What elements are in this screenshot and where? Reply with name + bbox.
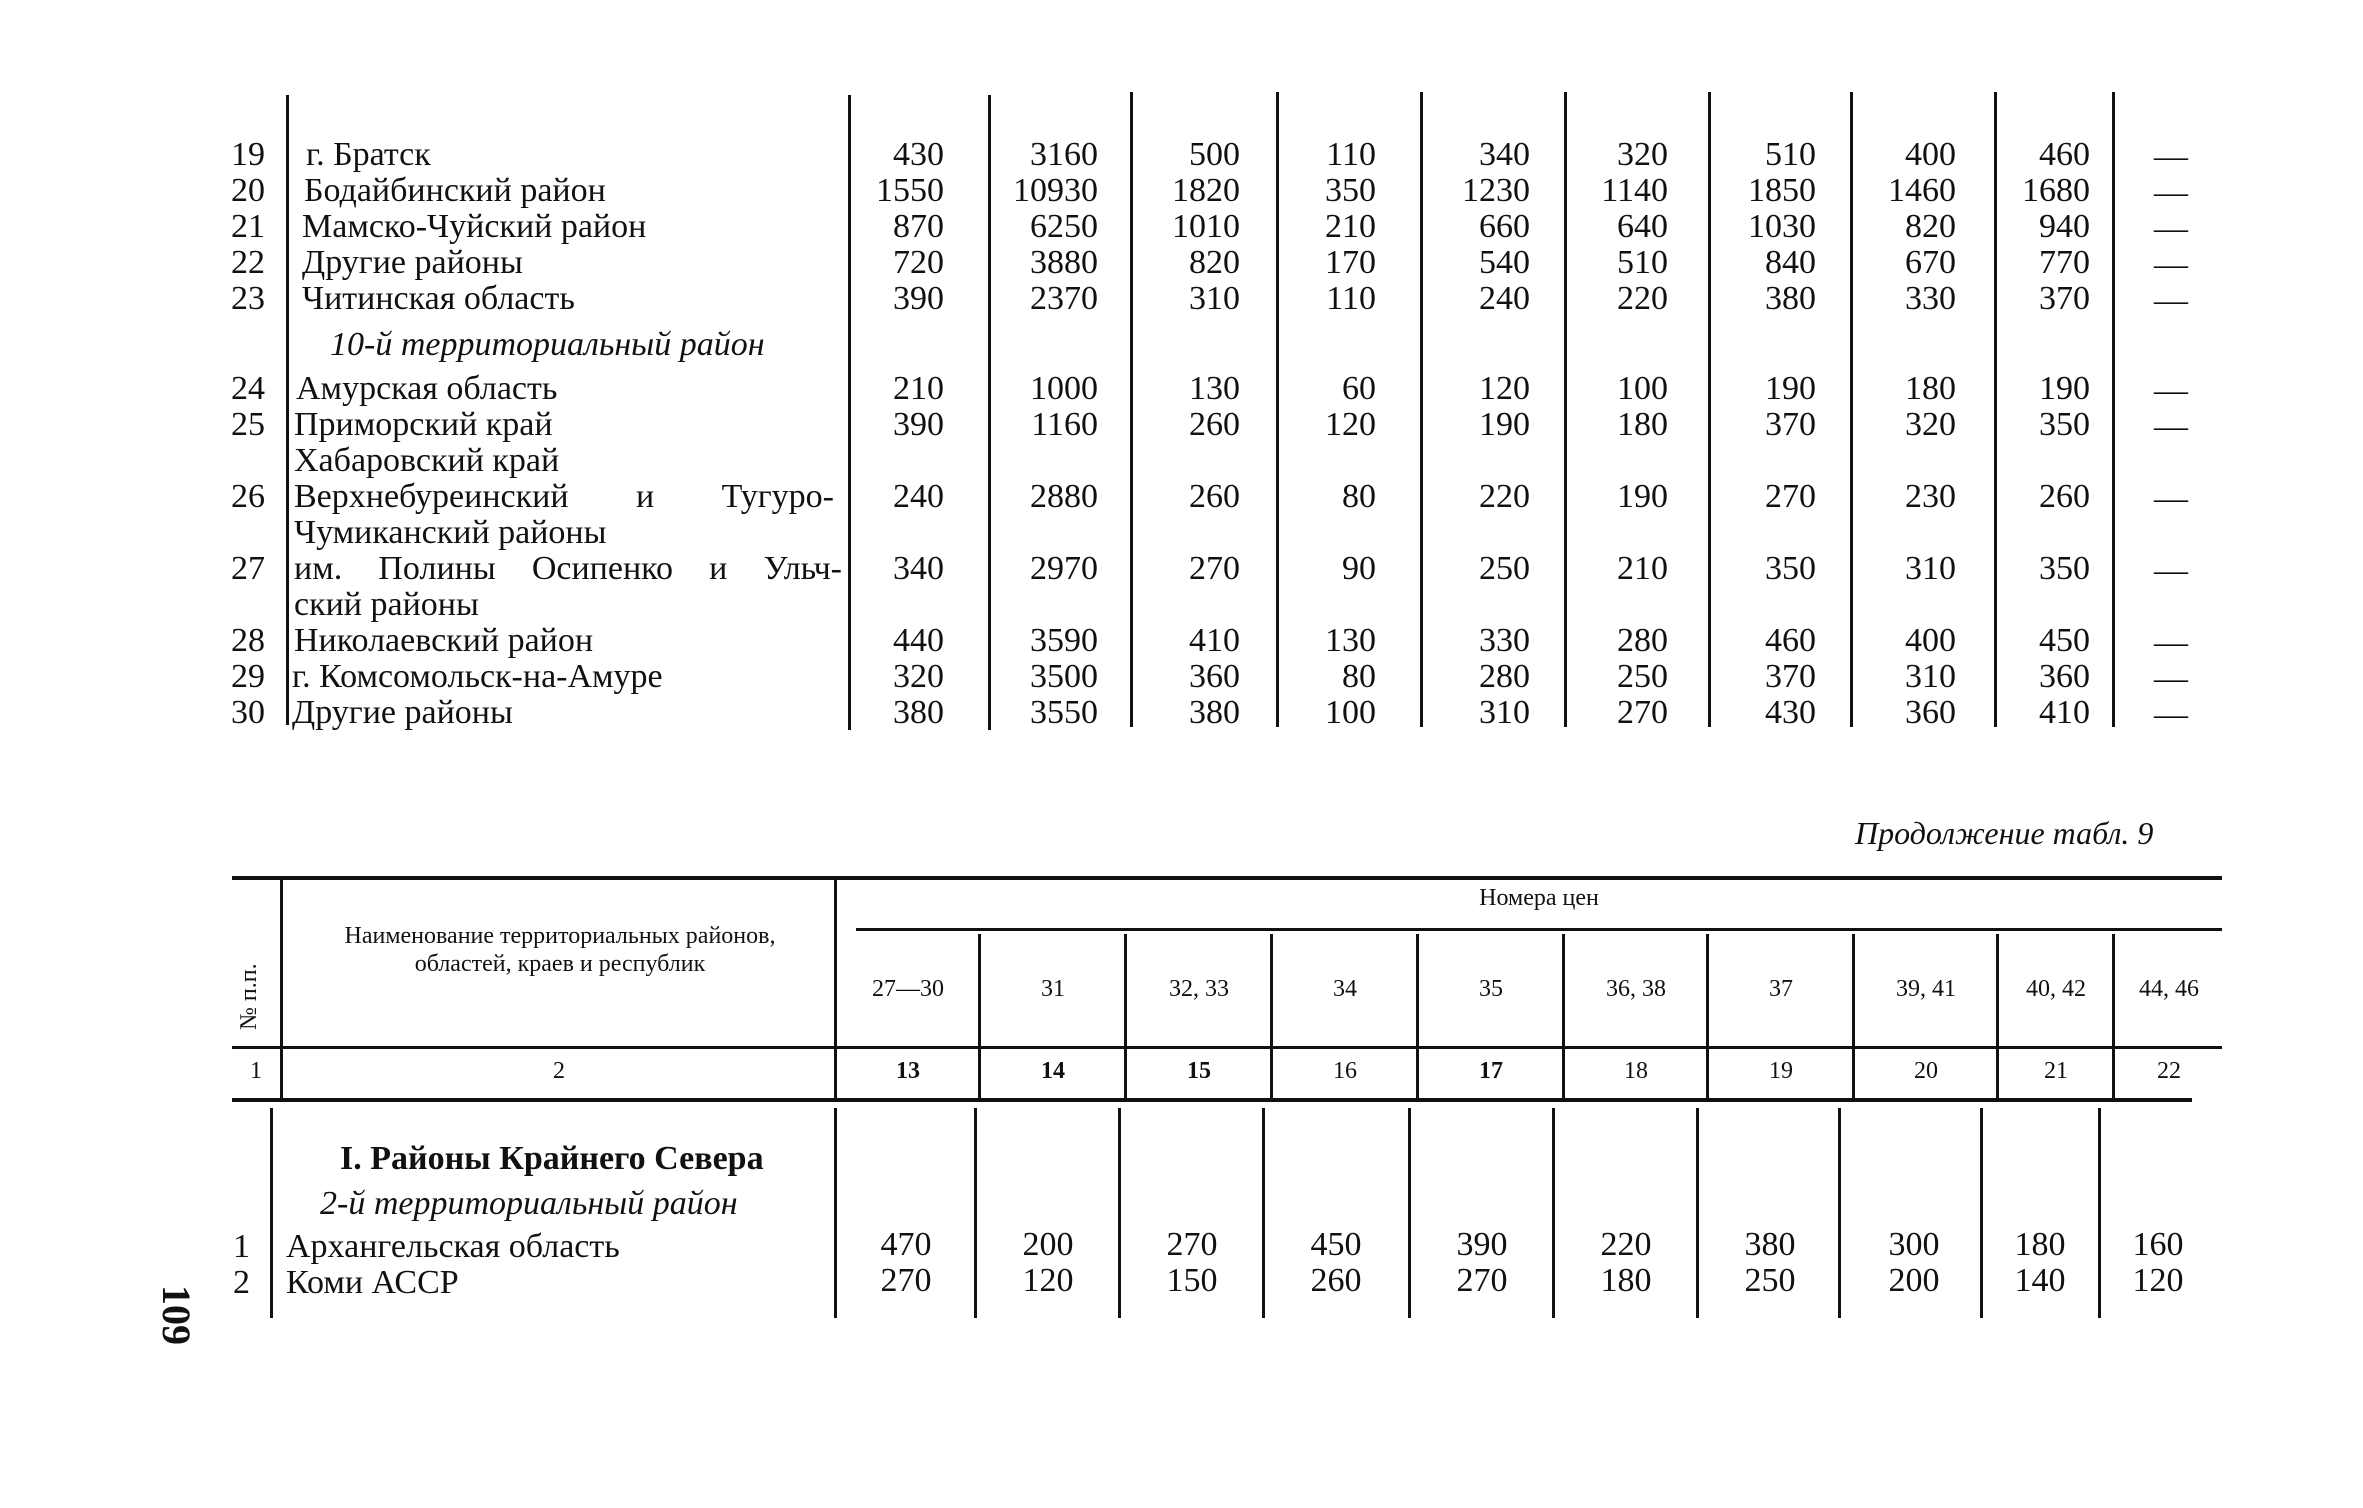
value-cell: 380 — [1189, 694, 1240, 731]
row-number: 19 — [231, 136, 265, 173]
value-cell: 210 — [1617, 550, 1668, 587]
value-cell: 190 — [2039, 370, 2090, 407]
value-cell: 330 — [1905, 280, 1956, 317]
value-cell: 510 — [1617, 244, 1668, 281]
value-cell: 400 — [1905, 622, 1956, 659]
column-rule — [1838, 1108, 1841, 1318]
value-cell: 300 — [1888, 1226, 1940, 1263]
value-cell: 360 — [1905, 694, 1956, 731]
value-cell: 160 — [2132, 1226, 2184, 1263]
value-cell: 170 — [1325, 244, 1376, 281]
value-cell: 310 — [1905, 658, 1956, 695]
value-cell: 250 — [1744, 1262, 1796, 1299]
value-cell: 250 — [1479, 550, 1530, 587]
column-rule — [280, 880, 283, 1100]
header-bottom-rule — [232, 1046, 2222, 1049]
value-cell: 3160 — [1030, 136, 1098, 173]
value-cell: 350 — [1325, 172, 1376, 209]
dash-cell: — — [2154, 552, 2188, 589]
column-number: 15 — [1187, 1058, 1211, 1084]
column-rule — [978, 934, 981, 1100]
row-number: 23 — [231, 280, 265, 317]
value-cell: 540 — [1479, 244, 1530, 281]
value-cell: 260 — [1189, 406, 1240, 443]
value-cell: 330 — [1479, 622, 1530, 659]
column-number: 17 — [1479, 1058, 1503, 1084]
value-cell: 270 — [1189, 550, 1240, 587]
value-cell: 310 — [1905, 550, 1956, 587]
value-cell: 1230 — [1462, 172, 1530, 209]
column-rule — [286, 95, 289, 725]
value-cell: 460 — [1765, 622, 1816, 659]
region-name-cont: ский районы — [294, 586, 479, 623]
value-cell: 200 — [1888, 1262, 1940, 1299]
value-cell: 840 — [1765, 244, 1816, 281]
value-cell: 80 — [1342, 478, 1376, 515]
price-column-header: 39, 41 — [1896, 976, 1956, 1002]
section-heading: 10-й территориальный район — [330, 326, 765, 363]
region-name-cont: Чумиканский районы — [294, 514, 607, 551]
column-number: 21 — [2044, 1058, 2068, 1084]
column-rule — [834, 1108, 837, 1318]
value-cell: 360 — [2039, 658, 2090, 695]
column-number: 1 — [250, 1058, 262, 1084]
price-column-header: 44, 46 — [2139, 976, 2199, 1002]
value-cell: 380 — [1744, 1226, 1796, 1263]
region-name: Другие районы — [292, 694, 513, 731]
dash-cell: — — [2154, 282, 2188, 319]
value-cell: 430 — [893, 136, 944, 173]
value-cell: 230 — [1905, 478, 1956, 515]
row-number: 21 — [231, 208, 265, 245]
value-cell: 320 — [1905, 406, 1956, 443]
value-cell: 60 — [1342, 370, 1376, 407]
value-cell: 510 — [1765, 136, 1816, 173]
region-name: Приморский край — [294, 406, 553, 443]
value-cell: 450 — [1310, 1226, 1362, 1263]
value-cell: 220 — [1479, 478, 1530, 515]
column-rule — [974, 1108, 977, 1318]
value-cell: 120 — [2132, 1262, 2184, 1299]
value-cell: 310 — [1479, 694, 1530, 731]
price-column-header: 40, 42 — [2026, 976, 2086, 1002]
value-cell: 2970 — [1030, 550, 1098, 587]
value-cell: 450 — [2039, 622, 2090, 659]
table-top-rule — [232, 876, 2222, 880]
region-name: Коми АССР — [286, 1264, 459, 1301]
region-name: им. Полины Осипенко и Ульч- — [294, 550, 842, 587]
value-cell: 410 — [1189, 622, 1240, 659]
column-rule — [2112, 934, 2115, 1100]
value-cell: 210 — [893, 370, 944, 407]
column-number: 19 — [1769, 1058, 1793, 1084]
column-rule — [1118, 1108, 1121, 1318]
value-cell: 270 — [1765, 478, 1816, 515]
value-cell: 3550 — [1030, 694, 1098, 731]
value-cell: 820 — [1189, 244, 1240, 281]
value-cell: 460 — [2039, 136, 2090, 173]
value-cell: 940 — [2039, 208, 2090, 245]
price-column-header: 31 — [1041, 976, 1065, 1002]
region-group: Хабаровский край — [294, 442, 560, 479]
dash-cell: — — [2154, 246, 2188, 283]
row-number: 20 — [231, 172, 265, 209]
value-cell: 220 — [1617, 280, 1668, 317]
value-cell: 90 — [1342, 550, 1376, 587]
dash-cell: — — [2154, 660, 2188, 697]
value-cell: 270 — [1456, 1262, 1508, 1299]
subsection-title: 2-й территориальный район — [320, 1185, 738, 1222]
row-number: 1 — [233, 1228, 250, 1265]
dash-cell: — — [2154, 480, 2188, 517]
price-column-header: 36, 38 — [1606, 976, 1666, 1002]
value-cell: 1030 — [1748, 208, 1816, 245]
value-cell: 1680 — [2022, 172, 2090, 209]
page-number: 109 — [154, 1285, 199, 1345]
dash-cell: — — [2154, 174, 2188, 211]
value-cell: 3880 — [1030, 244, 1098, 281]
value-cell: 350 — [1765, 550, 1816, 587]
value-cell: 1000 — [1030, 370, 1098, 407]
name-header: Наименование территориальных районов, областей, краев и республик — [344, 923, 776, 977]
region-name: Амурская область — [296, 370, 558, 407]
column-number: 13 — [896, 1058, 920, 1084]
value-cell: 180 — [1600, 1262, 1652, 1299]
value-cell: 180 — [2014, 1226, 2066, 1263]
value-cell: 240 — [893, 478, 944, 515]
column-rule — [2112, 92, 2115, 727]
column-number: 18 — [1624, 1058, 1648, 1084]
value-cell: 1160 — [1031, 406, 1098, 443]
value-cell: 270 — [1617, 694, 1668, 731]
column-rule — [270, 1108, 273, 1318]
value-cell: 440 — [893, 622, 944, 659]
row-number: 2 — [233, 1264, 250, 1301]
value-cell: 120 — [1022, 1262, 1074, 1299]
price-column-header: 34 — [1333, 976, 1357, 1002]
column-number: 22 — [2157, 1058, 2181, 1084]
value-cell: 110 — [1326, 136, 1376, 173]
region-name: Другие районы — [302, 244, 523, 281]
row-number: 24 — [231, 370, 265, 407]
value-cell: 260 — [2039, 478, 2090, 515]
value-cell: 220 — [1600, 1226, 1652, 1263]
value-cell: 100 — [1325, 694, 1376, 731]
value-cell: 370 — [1765, 658, 1816, 695]
dash-cell: — — [2154, 696, 2188, 733]
price-column-header: 27—30 — [872, 976, 944, 1002]
value-cell: 250 — [1617, 658, 1668, 695]
value-cell: 660 — [1479, 208, 1530, 245]
row-number: 26 — [231, 478, 265, 515]
region-name: Николаевский район — [294, 622, 594, 659]
column-rule — [1996, 934, 1999, 1100]
dash-cell: — — [2154, 372, 2188, 409]
value-cell: 340 — [1479, 136, 1530, 173]
value-cell: 140 — [2014, 1262, 2066, 1299]
value-cell: 320 — [893, 658, 944, 695]
row-number: 29 — [231, 658, 265, 695]
column-number: 2 — [553, 1058, 565, 1084]
column-rule — [1706, 934, 1709, 1100]
value-cell: 200 — [1022, 1226, 1074, 1263]
column-rule — [1562, 934, 1565, 1100]
column-rule — [1696, 1108, 1699, 1318]
value-cell: 390 — [893, 280, 944, 317]
value-cell: 80 — [1342, 658, 1376, 695]
value-cell: 360 — [1189, 658, 1240, 695]
region-name: г. Комсомольск-на-Амуре — [292, 658, 663, 695]
value-cell: 10930 — [1013, 172, 1098, 209]
value-cell: 130 — [1325, 622, 1376, 659]
column-number: 14 — [1041, 1058, 1065, 1084]
value-cell: 390 — [1456, 1226, 1508, 1263]
value-cell: 1460 — [1888, 172, 1956, 209]
row-number: 22 — [231, 244, 265, 281]
value-cell: 500 — [1189, 136, 1240, 173]
column-rule — [1408, 1108, 1411, 1318]
prices-header-rule — [856, 928, 2222, 931]
region-name: Читинская область — [302, 280, 575, 317]
value-cell: 190 — [1617, 478, 1668, 515]
value-cell: 870 — [893, 208, 944, 245]
value-cell: 670 — [1905, 244, 1956, 281]
value-cell: 180 — [1617, 406, 1668, 443]
value-cell: 180 — [1905, 370, 1956, 407]
value-cell: 260 — [1189, 478, 1240, 515]
value-cell: 410 — [2039, 694, 2090, 731]
dash-cell: — — [2154, 138, 2188, 175]
value-cell: 400 — [1905, 136, 1956, 173]
price-column-header: 32, 33 — [1169, 976, 1229, 1002]
value-cell: 190 — [1479, 406, 1530, 443]
rowno-header: № п.п. — [236, 963, 262, 1030]
value-cell: 130 — [1189, 370, 1240, 407]
value-cell: 210 — [1325, 208, 1376, 245]
value-cell: 270 — [880, 1262, 932, 1299]
value-cell: 820 — [1905, 208, 1956, 245]
value-cell: 370 — [2039, 280, 2090, 317]
value-cell: 310 — [1189, 280, 1240, 317]
value-cell: 640 — [1617, 208, 1668, 245]
value-cell: 370 — [1765, 406, 1816, 443]
value-cell: 150 — [1166, 1262, 1218, 1299]
value-cell: 1140 — [1601, 172, 1668, 209]
value-cell: 470 — [880, 1226, 932, 1263]
dash-cell: — — [2154, 408, 2188, 445]
column-rule — [834, 880, 837, 1100]
value-cell: 2370 — [1030, 280, 1098, 317]
dash-cell: — — [2154, 210, 2188, 247]
row-number: 25 — [231, 406, 265, 443]
value-cell: 3590 — [1030, 622, 1098, 659]
row-number: 30 — [231, 694, 265, 731]
table-caption: Продолжение табл. 9 — [1855, 815, 2154, 851]
value-cell: 720 — [893, 244, 944, 281]
value-cell: 1820 — [1172, 172, 1240, 209]
value-cell: 430 — [1765, 694, 1816, 731]
column-rule — [1270, 934, 1273, 1100]
value-cell: 270 — [1166, 1226, 1218, 1263]
region-name: Мамско-Чуйский район — [302, 208, 647, 245]
value-cell: 6250 — [1030, 208, 1098, 245]
region-name: Архангельская область — [286, 1228, 620, 1265]
value-cell: 380 — [1765, 280, 1816, 317]
value-cell: 350 — [2039, 406, 2090, 443]
value-cell: 110 — [1326, 280, 1376, 317]
value-cell: 350 — [2039, 550, 2090, 587]
region-name: Бодайбинский район — [304, 172, 606, 209]
value-cell: 380 — [893, 694, 944, 731]
value-cell: 320 — [1617, 136, 1668, 173]
value-cell: 280 — [1479, 658, 1530, 695]
column-number: 20 — [1914, 1058, 1938, 1084]
column-number: 16 — [1333, 1058, 1357, 1084]
column-rule — [1124, 934, 1127, 1100]
value-cell: 2880 — [1030, 478, 1098, 515]
value-cell: 280 — [1617, 622, 1668, 659]
price-column-header: 35 — [1479, 976, 1503, 1002]
row-number: 28 — [231, 622, 265, 659]
dash-cell: — — [2154, 624, 2188, 661]
value-cell: 1010 — [1172, 208, 1240, 245]
value-cell: 260 — [1310, 1262, 1362, 1299]
value-cell: 120 — [1479, 370, 1530, 407]
value-cell: 1550 — [876, 172, 944, 209]
column-rule — [1416, 934, 1419, 1100]
region-name: г. Братск — [306, 136, 431, 173]
column-rule — [1852, 934, 1855, 1100]
column-rule — [1552, 1108, 1555, 1318]
value-cell: 340 — [893, 550, 944, 587]
prices-header: Номера цен — [1479, 885, 1599, 911]
value-cell: 240 — [1479, 280, 1530, 317]
value-cell: 120 — [1325, 406, 1376, 443]
column-rule — [1262, 1108, 1265, 1318]
value-cell: 390 — [893, 406, 944, 443]
price-column-header: 37 — [1769, 976, 1793, 1002]
region-name: Верхнебуреинский и Тугуро- — [294, 478, 834, 515]
value-cell: 100 — [1617, 370, 1668, 407]
colnum-bottom-rule — [232, 1098, 2192, 1102]
value-cell: 3500 — [1030, 658, 1098, 695]
value-cell: 770 — [2039, 244, 2090, 281]
row-number: 27 — [231, 550, 265, 587]
value-cell: 1850 — [1748, 172, 1816, 209]
value-cell: 190 — [1765, 370, 1816, 407]
section-title: I. Районы Крайнего Севера — [340, 1140, 764, 1177]
